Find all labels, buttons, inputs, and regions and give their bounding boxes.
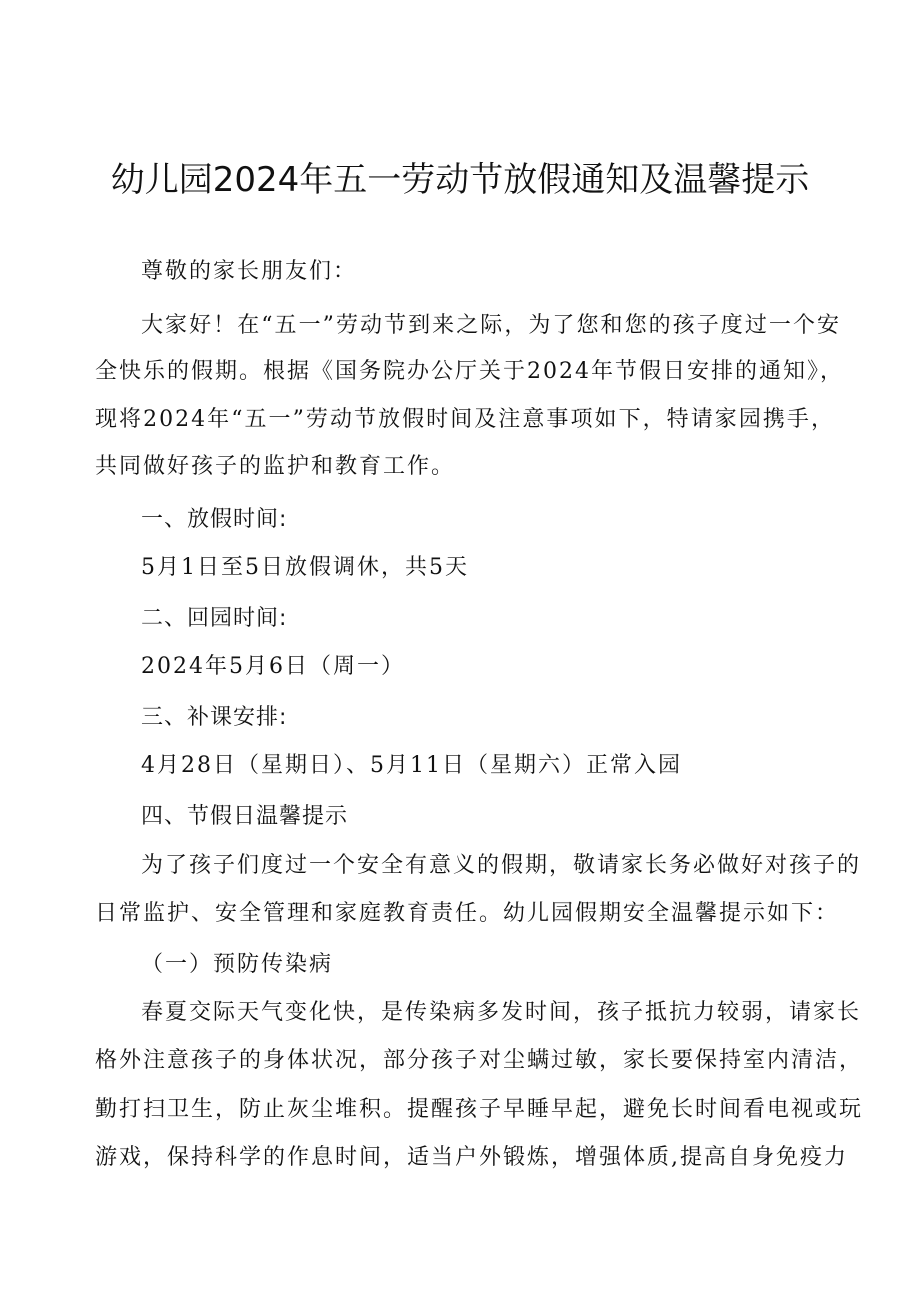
section-4-line-1: 为了孩子们度过一个安全有意义的假期，敬请家长务必做好对孩子的: [141, 853, 862, 878]
subsection-1-line-2: 格外注意孩子的身体状况，部分孩子对尘螨过敏，家长要保持室内清洁，: [95, 1048, 864, 1073]
section-3-body: 4月28日（星期日）、5月11日（星期六）正常入园: [141, 753, 682, 778]
document-title: 幼儿园2024年五一劳动节放假通知及温馨提示: [110, 160, 810, 200]
section-4-line-2: 日常监护、安全管理和家庭教育责任。幼儿园假期安全温馨提示如下：: [95, 901, 840, 926]
intro-line-1: 大家好！在“五一”劳动节到来之际，为了您和您的孩子度过一个安: [141, 313, 841, 338]
section-2-body: 2024年5月6日（周一）: [141, 654, 405, 679]
section-4-heading: 四、节假日温馨提示: [141, 804, 349, 829]
salutation: 尊敬的家长朋友们：: [141, 259, 358, 284]
subsection-1-heading: （一）预防传染病: [141, 952, 334, 977]
intro-line-4: 共同做好孩子的监护和教育工作。: [95, 454, 456, 479]
section-2-heading: 二、回园时间:: [141, 606, 288, 631]
intro-line-3: 现将2024年“五一”劳动节放假时间及注意事项如下，特请家园携手，: [95, 407, 835, 432]
section-1-body: 5月1日至5日放假调休，共5天: [141, 555, 469, 580]
section-3-heading: 三、补课安排:: [141, 705, 288, 730]
intro-line-2: 全快乐的假期。根据《国务院办公厅关于2024年节假日安排的通知》，: [95, 359, 844, 384]
subsection-1-line-4: 游戏，保持科学的作息时间，适当户外锻炼，增强体质,提高自身免疫力: [95, 1145, 848, 1170]
subsection-1-line-1: 春夏交际天气变化快，是传染病多发时间，孩子抵抗力较弱，请家长: [141, 1000, 862, 1025]
section-1-heading: 一、放假时间:: [141, 507, 288, 532]
subsection-1-line-3: 勤打扫卫生，防止灰尘堆积。提醒孩子早睡早起，避免长时间看电视或玩: [95, 1097, 864, 1122]
